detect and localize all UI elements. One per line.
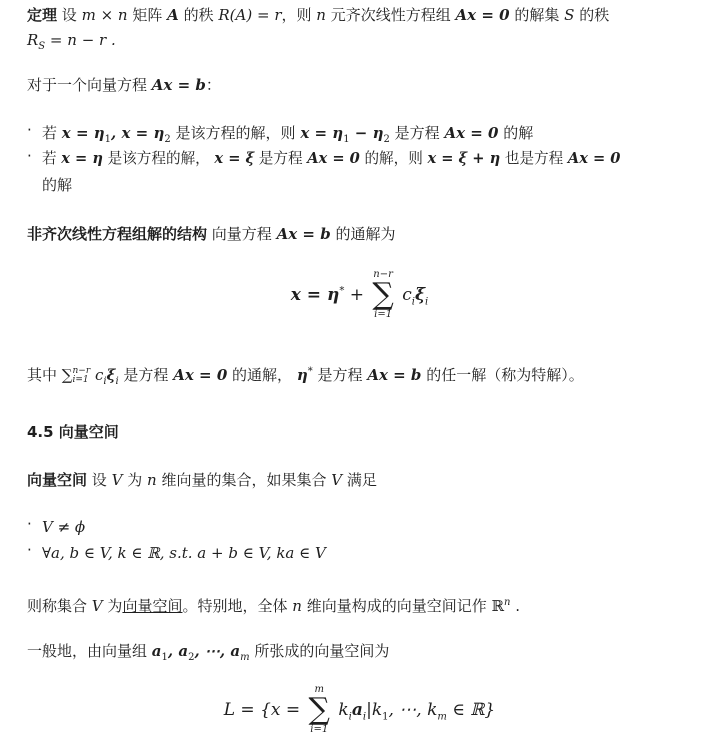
- math: x = η: [300, 124, 344, 142]
- text: 其中: [27, 366, 58, 384]
- text: ，则: [281, 6, 312, 24]
- math-sub: m: [437, 711, 447, 723]
- math: R: [27, 31, 39, 49]
- bullet-dot: ·: [27, 147, 32, 165]
- math: ℝ: [491, 597, 504, 615]
- math-sub: i: [348, 711, 352, 723]
- text: 一般地，由向量组: [27, 642, 148, 660]
- theorem-label: 定理: [27, 6, 58, 24]
- math: Ax = 0: [444, 124, 499, 142]
- sum-sign: ∑: [308, 692, 330, 727]
- math: V: [111, 471, 123, 489]
- math-sub: 1: [161, 652, 168, 663]
- text: 的解: [42, 176, 73, 194]
- math-sub: i: [115, 376, 119, 387]
- text: 向量方程: [211, 225, 272, 243]
- span-formula: [0, 685, 719, 735]
- math-sub: i: [411, 296, 415, 308]
- theorem-line-1: [27, 2, 709, 28]
- text: 维向量构成的向量空间记作: [306, 597, 487, 615]
- math: x = η: [290, 285, 340, 305]
- math-sub: S: [38, 41, 46, 52]
- text: 的解: [503, 124, 534, 142]
- math: a: [351, 700, 363, 720]
- text: 的解集: [514, 6, 560, 24]
- math: x = η: [61, 124, 105, 142]
- text: 是该方程的解，: [107, 150, 210, 167]
- text: 的通解为: [335, 225, 396, 243]
- math: − η: [349, 124, 384, 142]
- math: ξ: [106, 366, 116, 384]
- math-sub: 1: [104, 134, 112, 145]
- bullet-dot: ·: [27, 515, 32, 533]
- math: , ⋯, a: [194, 642, 241, 660]
- math-sup: *: [339, 285, 345, 297]
- text: 对于一个向量方程: [27, 76, 148, 94]
- math-sub: 1: [382, 711, 389, 723]
- sum-upper: m: [314, 684, 324, 695]
- sum-operator: [309, 685, 330, 735]
- math: η: [296, 366, 308, 384]
- math: x = η: [61, 150, 103, 167]
- math: , x = η: [111, 124, 165, 142]
- sum-operator: [372, 270, 393, 320]
- text: 。特别地，全体: [182, 597, 288, 615]
- text: 是方程: [123, 366, 169, 384]
- text: 是方程: [317, 366, 363, 384]
- bullet-nonempty: V ≠ ϕ: [42, 518, 86, 536]
- math: V: [331, 471, 343, 489]
- math: Ax = b: [151, 76, 206, 94]
- math: L = {x =: [223, 700, 306, 720]
- math-sub: 2: [188, 652, 195, 663]
- math-sub: 2: [383, 134, 390, 145]
- math-sub: i=1: [72, 374, 89, 385]
- math: x = ξ + η: [427, 150, 501, 167]
- math: |k: [366, 700, 383, 720]
- math: Ax = b: [367, 366, 422, 384]
- math: ∑: [61, 366, 73, 384]
- math: Ax = 0: [307, 150, 360, 167]
- math: , a: [167, 642, 189, 660]
- text: 为: [107, 597, 123, 615]
- math: Ax = 0: [455, 6, 510, 24]
- text: 的通解，: [232, 366, 293, 384]
- math: k: [338, 700, 349, 720]
- math: +: [344, 285, 370, 305]
- vspace-line: [27, 467, 709, 493]
- text: ：: [205, 76, 221, 94]
- text: 为: [127, 471, 143, 489]
- text: 满足: [346, 471, 377, 489]
- math: n: [316, 6, 326, 24]
- underlined-term: 向量空间: [122, 597, 183, 615]
- explain-line: [27, 359, 709, 395]
- text: 是方程: [258, 150, 303, 167]
- math: a: [151, 642, 162, 660]
- math-sub: i: [362, 711, 367, 723]
- text: 的秩: [183, 6, 214, 24]
- structure-label: 非齐次线性方程组解的结构: [27, 225, 208, 243]
- math: A: [167, 6, 179, 24]
- text: 是该方程的解，则: [175, 124, 296, 142]
- bullet-dot: ·: [27, 121, 32, 139]
- text: 矩阵: [132, 6, 163, 24]
- text: .: [510, 597, 520, 615]
- math: m × n: [81, 6, 128, 24]
- text: 若: [42, 124, 58, 142]
- text: 若: [42, 150, 57, 167]
- math: n: [147, 471, 157, 489]
- math: c: [94, 366, 104, 384]
- text: 设: [91, 471, 107, 489]
- text: 元齐次线性方程组: [330, 6, 451, 24]
- general-solution-formula: [0, 270, 719, 320]
- math: V: [91, 597, 103, 615]
- text: 设: [61, 6, 77, 24]
- math: Ax = 0: [173, 366, 228, 384]
- vector-eq-line: [27, 72, 709, 98]
- text: 的任一解（称为特解）。: [426, 366, 584, 384]
- structure-line: [27, 221, 709, 247]
- text: 是方程: [394, 124, 440, 142]
- text: 维向量的集合，如果集合: [161, 471, 327, 489]
- math-sub: i: [103, 376, 107, 387]
- math: c: [402, 285, 412, 305]
- section-heading: 4.5 向量空间: [27, 423, 119, 441]
- bullet-dot: ·: [27, 541, 32, 559]
- sum-upper: n−r: [373, 269, 393, 280]
- math-sub: 1: [343, 134, 350, 145]
- math: = n − r .: [45, 31, 116, 49]
- sum-lower: i=1: [310, 724, 329, 735]
- math-sub: m: [240, 652, 250, 663]
- sum-sign: ∑: [372, 277, 394, 312]
- math: n: [292, 597, 302, 615]
- theorem-line-2: [27, 27, 709, 60]
- math: Ax = 0: [567, 150, 621, 167]
- text: 的秩: [579, 6, 610, 24]
- text: 的解，则: [364, 150, 423, 167]
- math-sup: n−r: [72, 365, 91, 376]
- sum-lower: i=1: [374, 309, 393, 320]
- bullet-closure: ∀a, b ∈ V, k ∈ ℝ, s.t. a + b ∈ V, ka ∈ V: [42, 544, 326, 562]
- define-line: [27, 590, 709, 619]
- text: 则称集合: [27, 597, 88, 615]
- math: ∈ ℝ}: [446, 700, 496, 720]
- math: x = ξ: [214, 150, 255, 167]
- bullet-2: [42, 146, 713, 172]
- math-sub: i: [425, 296, 429, 308]
- math: Ax = b: [276, 225, 331, 243]
- math: , ⋯, k: [388, 700, 438, 720]
- general-line: [27, 638, 709, 671]
- math: R(A) = r: [218, 6, 282, 24]
- text: 也是方程: [504, 150, 564, 167]
- math-sup: *: [307, 366, 313, 377]
- vspace-label: 向量空间: [27, 471, 88, 489]
- math: S: [564, 6, 575, 24]
- bullet-2-cont: [42, 172, 713, 198]
- math: ξ: [414, 285, 426, 305]
- math-sup: n: [503, 597, 511, 608]
- math-sub: 2: [164, 134, 171, 145]
- text: 所张成的向量空间为: [254, 642, 390, 660]
